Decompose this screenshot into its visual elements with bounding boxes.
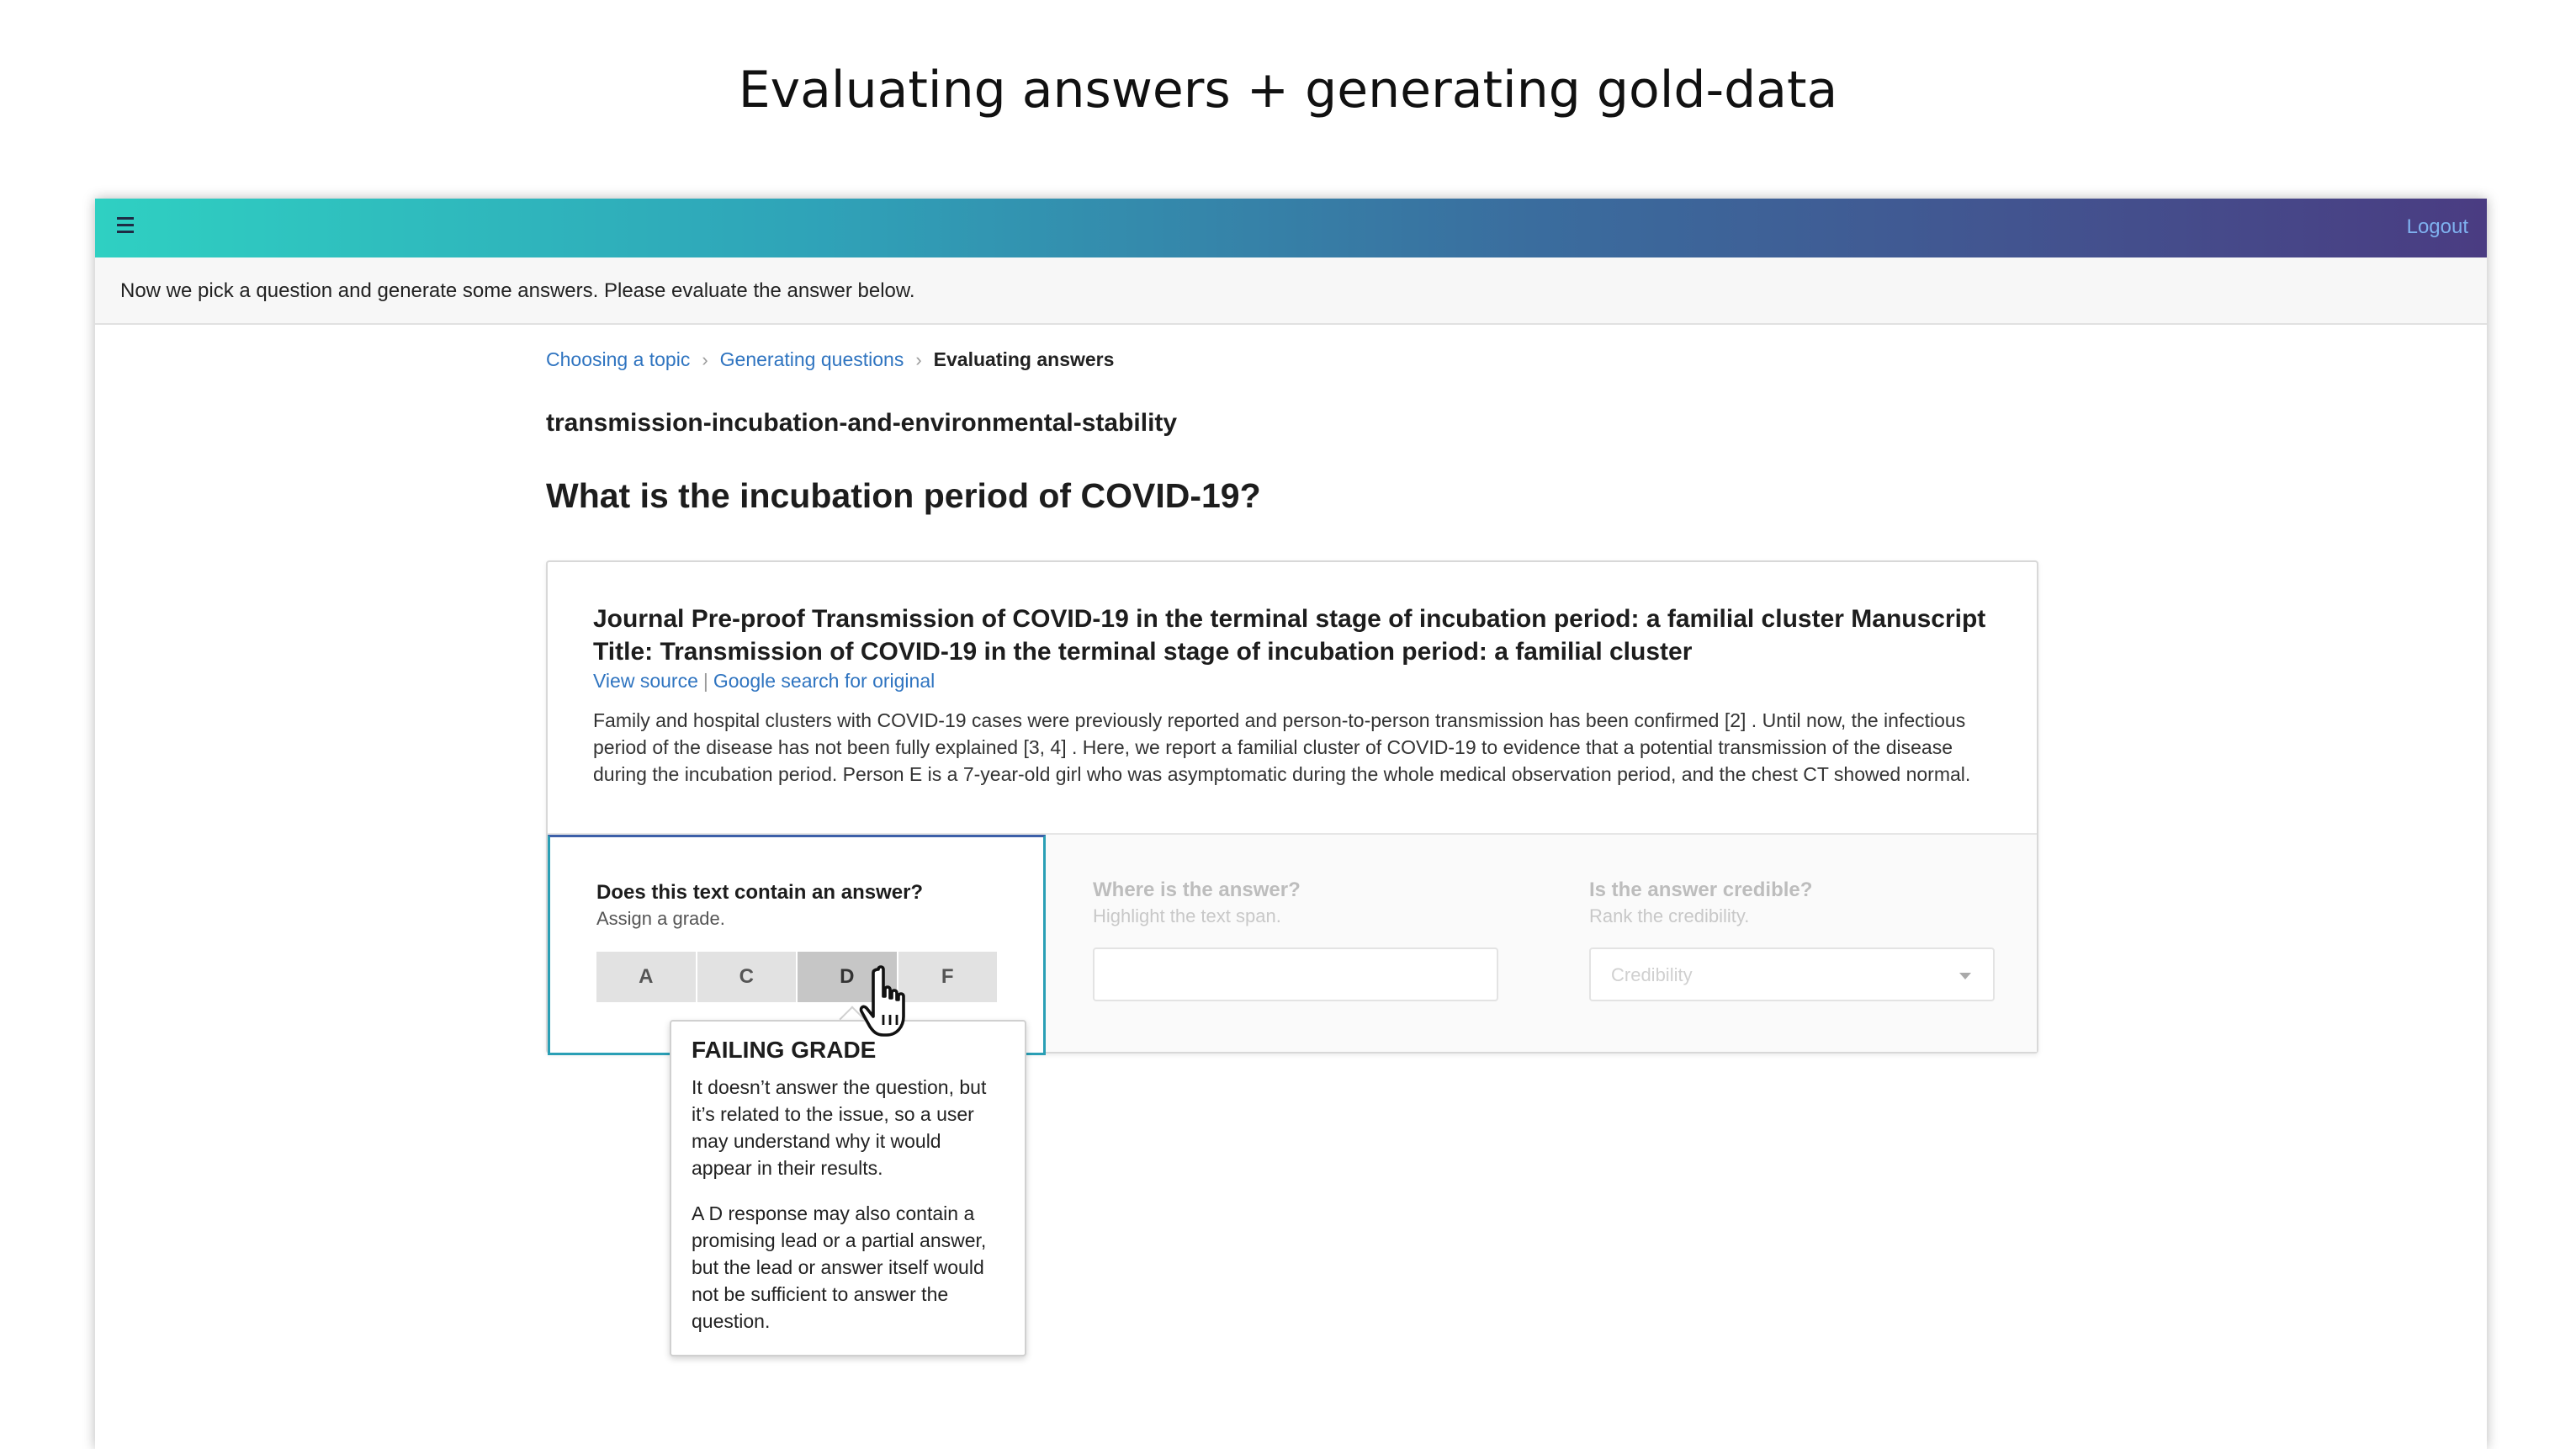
credibility-select[interactable] bbox=[1589, 947, 1995, 1001]
document-links bbox=[593, 670, 935, 693]
answer-location-panel bbox=[1093, 878, 1301, 927]
answer-span-field[interactable] bbox=[1093, 947, 1498, 1001]
breadcrumb-generating-questions[interactable]: Generating questions bbox=[719, 348, 904, 370]
answer-location-title: Where is the answer? bbox=[1093, 878, 1301, 901]
link-separator: | bbox=[702, 670, 708, 692]
grade-button-group bbox=[596, 952, 997, 1002]
document-excerpt: Family and hospital clusters with COVID-19 cases were previously reported and person-to-person transmission has been confirmed [2] . Until now, the infectious period of the disease has not been fully explained [3, 4] . Here, we report a familial cluster of COVID-19 to evidence that a potential transmission of the disease during the incubation period. Person E is a 7-year-old girl who was asymptomatic during the whole medical observation period, and the chest CT showed normal. bbox=[593, 709, 1971, 785]
grade-d-button[interactable]: D bbox=[798, 952, 898, 1002]
evaluation-row bbox=[548, 833, 2037, 1052]
instruction-text: Now we pick a question and generate some answers. Please evaluate the answer below. bbox=[120, 279, 915, 302]
breadcrumb-choosing-topic[interactable]: Choosing a topic bbox=[546, 348, 691, 370]
credibility-title: Is the answer credible? bbox=[1589, 878, 1813, 901]
hand-pointer-icon bbox=[858, 964, 925, 1043]
app-window bbox=[95, 199, 2487, 1449]
grade-c-button[interactable]: C bbox=[697, 952, 798, 1002]
topic-title: transmission-incubation-and-environmental-stability bbox=[546, 409, 1178, 437]
question-title: What is the incubation period of COVID-19? bbox=[546, 476, 1261, 515]
slide-title: Evaluating answers + generating gold-data bbox=[738, 61, 1838, 119]
answer-location-instruction: Highlight the text span. bbox=[1093, 905, 1281, 926]
hamburger-icon[interactable] bbox=[117, 217, 134, 236]
caret-down-icon bbox=[1959, 973, 1971, 979]
answer-card bbox=[546, 560, 2038, 1054]
tooltip-paragraph-2: A D response may also contain a promising lead or a partial answer, but the lead or answer itself would not be sufficient to answer the question. bbox=[692, 1202, 987, 1332]
grade-question: Does this text contain an answer? bbox=[596, 881, 924, 904]
grade-instruction: Assign a grade. bbox=[596, 908, 725, 929]
grade-a-button[interactable]: A bbox=[596, 952, 697, 1002]
chevron-right-icon: › bbox=[702, 349, 708, 370]
grade-f-button[interactable]: F bbox=[898, 952, 998, 1002]
breadcrumb bbox=[546, 348, 1114, 371]
tooltip-title: FAILING GRADE bbox=[692, 1037, 877, 1063]
grade-tooltip bbox=[670, 1020, 1026, 1356]
view-source-link[interactable]: View source bbox=[593, 670, 698, 692]
chevron-right-icon: › bbox=[915, 349, 922, 370]
credibility-placeholder: Credibility bbox=[1611, 964, 1693, 985]
breadcrumb-evaluating-answers: Evaluating answers bbox=[933, 348, 1115, 370]
instruction-bar bbox=[95, 257, 2487, 325]
google-search-link[interactable]: Google search for original bbox=[713, 670, 936, 692]
tooltip-paragraph-1: It doesn’t answer the question, but it’s related to the issue, so a user may understand why it would appear in their results. bbox=[692, 1076, 987, 1179]
document-title: Journal Pre-proof Transmission of COVID-19 in the terminal stage of incubation period: a familial cluster Manuscript Title: Transmission of COVID-19 in the terminal stage of incubation period: a familial cluster bbox=[593, 605, 1986, 666]
credibility-panel bbox=[1589, 878, 1812, 927]
credibility-instruction: Rank the credibility. bbox=[1589, 905, 1750, 926]
logout-link[interactable]: Logout bbox=[2406, 215, 2468, 238]
top-bar bbox=[95, 199, 2487, 257]
